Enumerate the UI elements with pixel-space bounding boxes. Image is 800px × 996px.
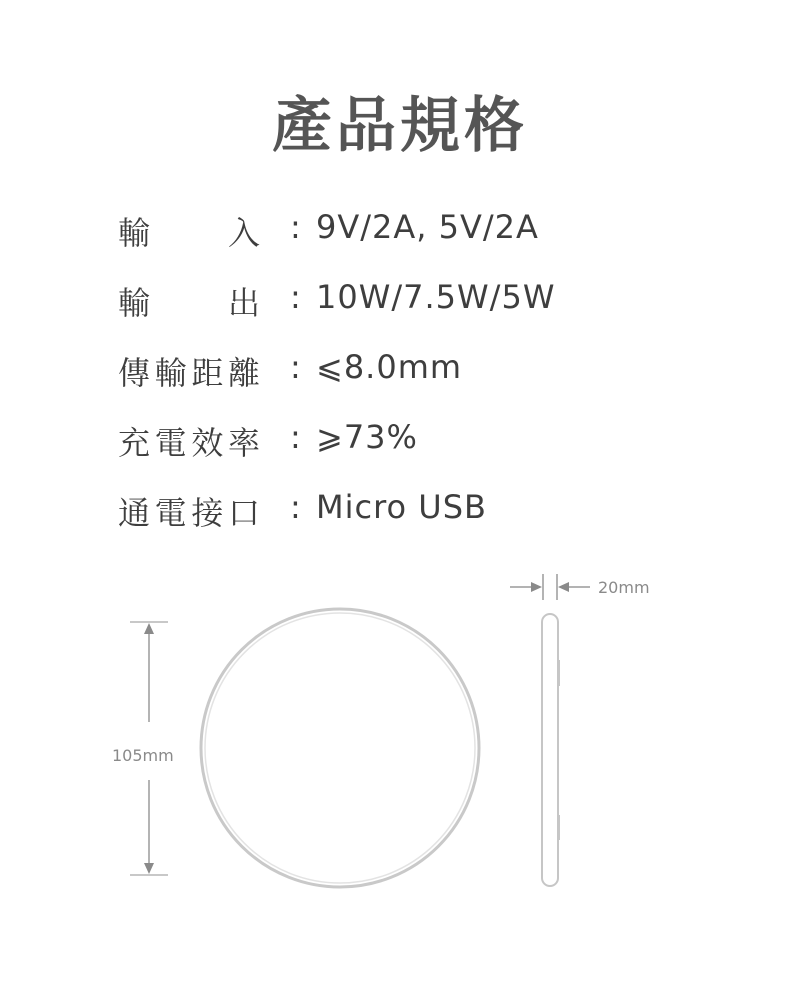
- spec-value: ⩾73%: [316, 418, 418, 456]
- spec-colon: :: [290, 488, 301, 526]
- charger-side-view: [542, 614, 559, 886]
- charger-top-view: [201, 609, 479, 887]
- spec-label-char: 輸: [154, 354, 187, 392]
- spec-label-char: 效: [191, 424, 224, 462]
- spec-label-char: 出: [227, 284, 260, 322]
- spec-colon: :: [290, 208, 301, 246]
- thickness-dimension: [510, 574, 650, 600]
- spec-colon: :: [290, 348, 301, 386]
- spec-label-char: 傳: [118, 354, 151, 392]
- spec-label-char: 輸: [118, 214, 151, 252]
- arrow-up-icon: [144, 623, 154, 634]
- spec-label-char: 率: [227, 424, 260, 462]
- charger-inner-ring: [205, 613, 475, 883]
- spec-label-char: 入: [227, 214, 260, 252]
- spec-label-char: 電: [154, 424, 187, 462]
- diameter-dimension: [112, 622, 174, 875]
- spec-colon: :: [290, 418, 301, 456]
- charger-outer-ring: [201, 609, 479, 887]
- spec-value: Micro USB: [316, 488, 487, 526]
- arrow-left-icon: [558, 582, 569, 592]
- diameter-label: 105mm: [112, 746, 174, 765]
- spec-label-char: 電: [154, 494, 187, 532]
- spec-label-char: 通: [118, 494, 151, 532]
- spec-value: 9V/2A, 5V/2A: [316, 208, 539, 246]
- arrow-down-icon: [144, 863, 154, 874]
- spec-label-char: 接: [191, 494, 224, 532]
- thickness-label: 20mm: [598, 578, 650, 597]
- page-title: 產品規格: [272, 91, 528, 161]
- spec-label-char: 充: [118, 424, 151, 462]
- spec-label-char: 口: [227, 494, 260, 532]
- spec-value: 10W/7.5W/5W: [316, 278, 556, 316]
- charger-side-profile: [542, 614, 558, 886]
- spec-label-char: 距: [191, 354, 224, 392]
- spec-label-char: 離: [227, 354, 260, 392]
- spec-colon: :: [290, 278, 301, 316]
- spec-label-char: 輸: [118, 284, 151, 322]
- spec-value: ⩽8.0mm: [316, 348, 463, 386]
- arrow-right-icon: [531, 582, 542, 592]
